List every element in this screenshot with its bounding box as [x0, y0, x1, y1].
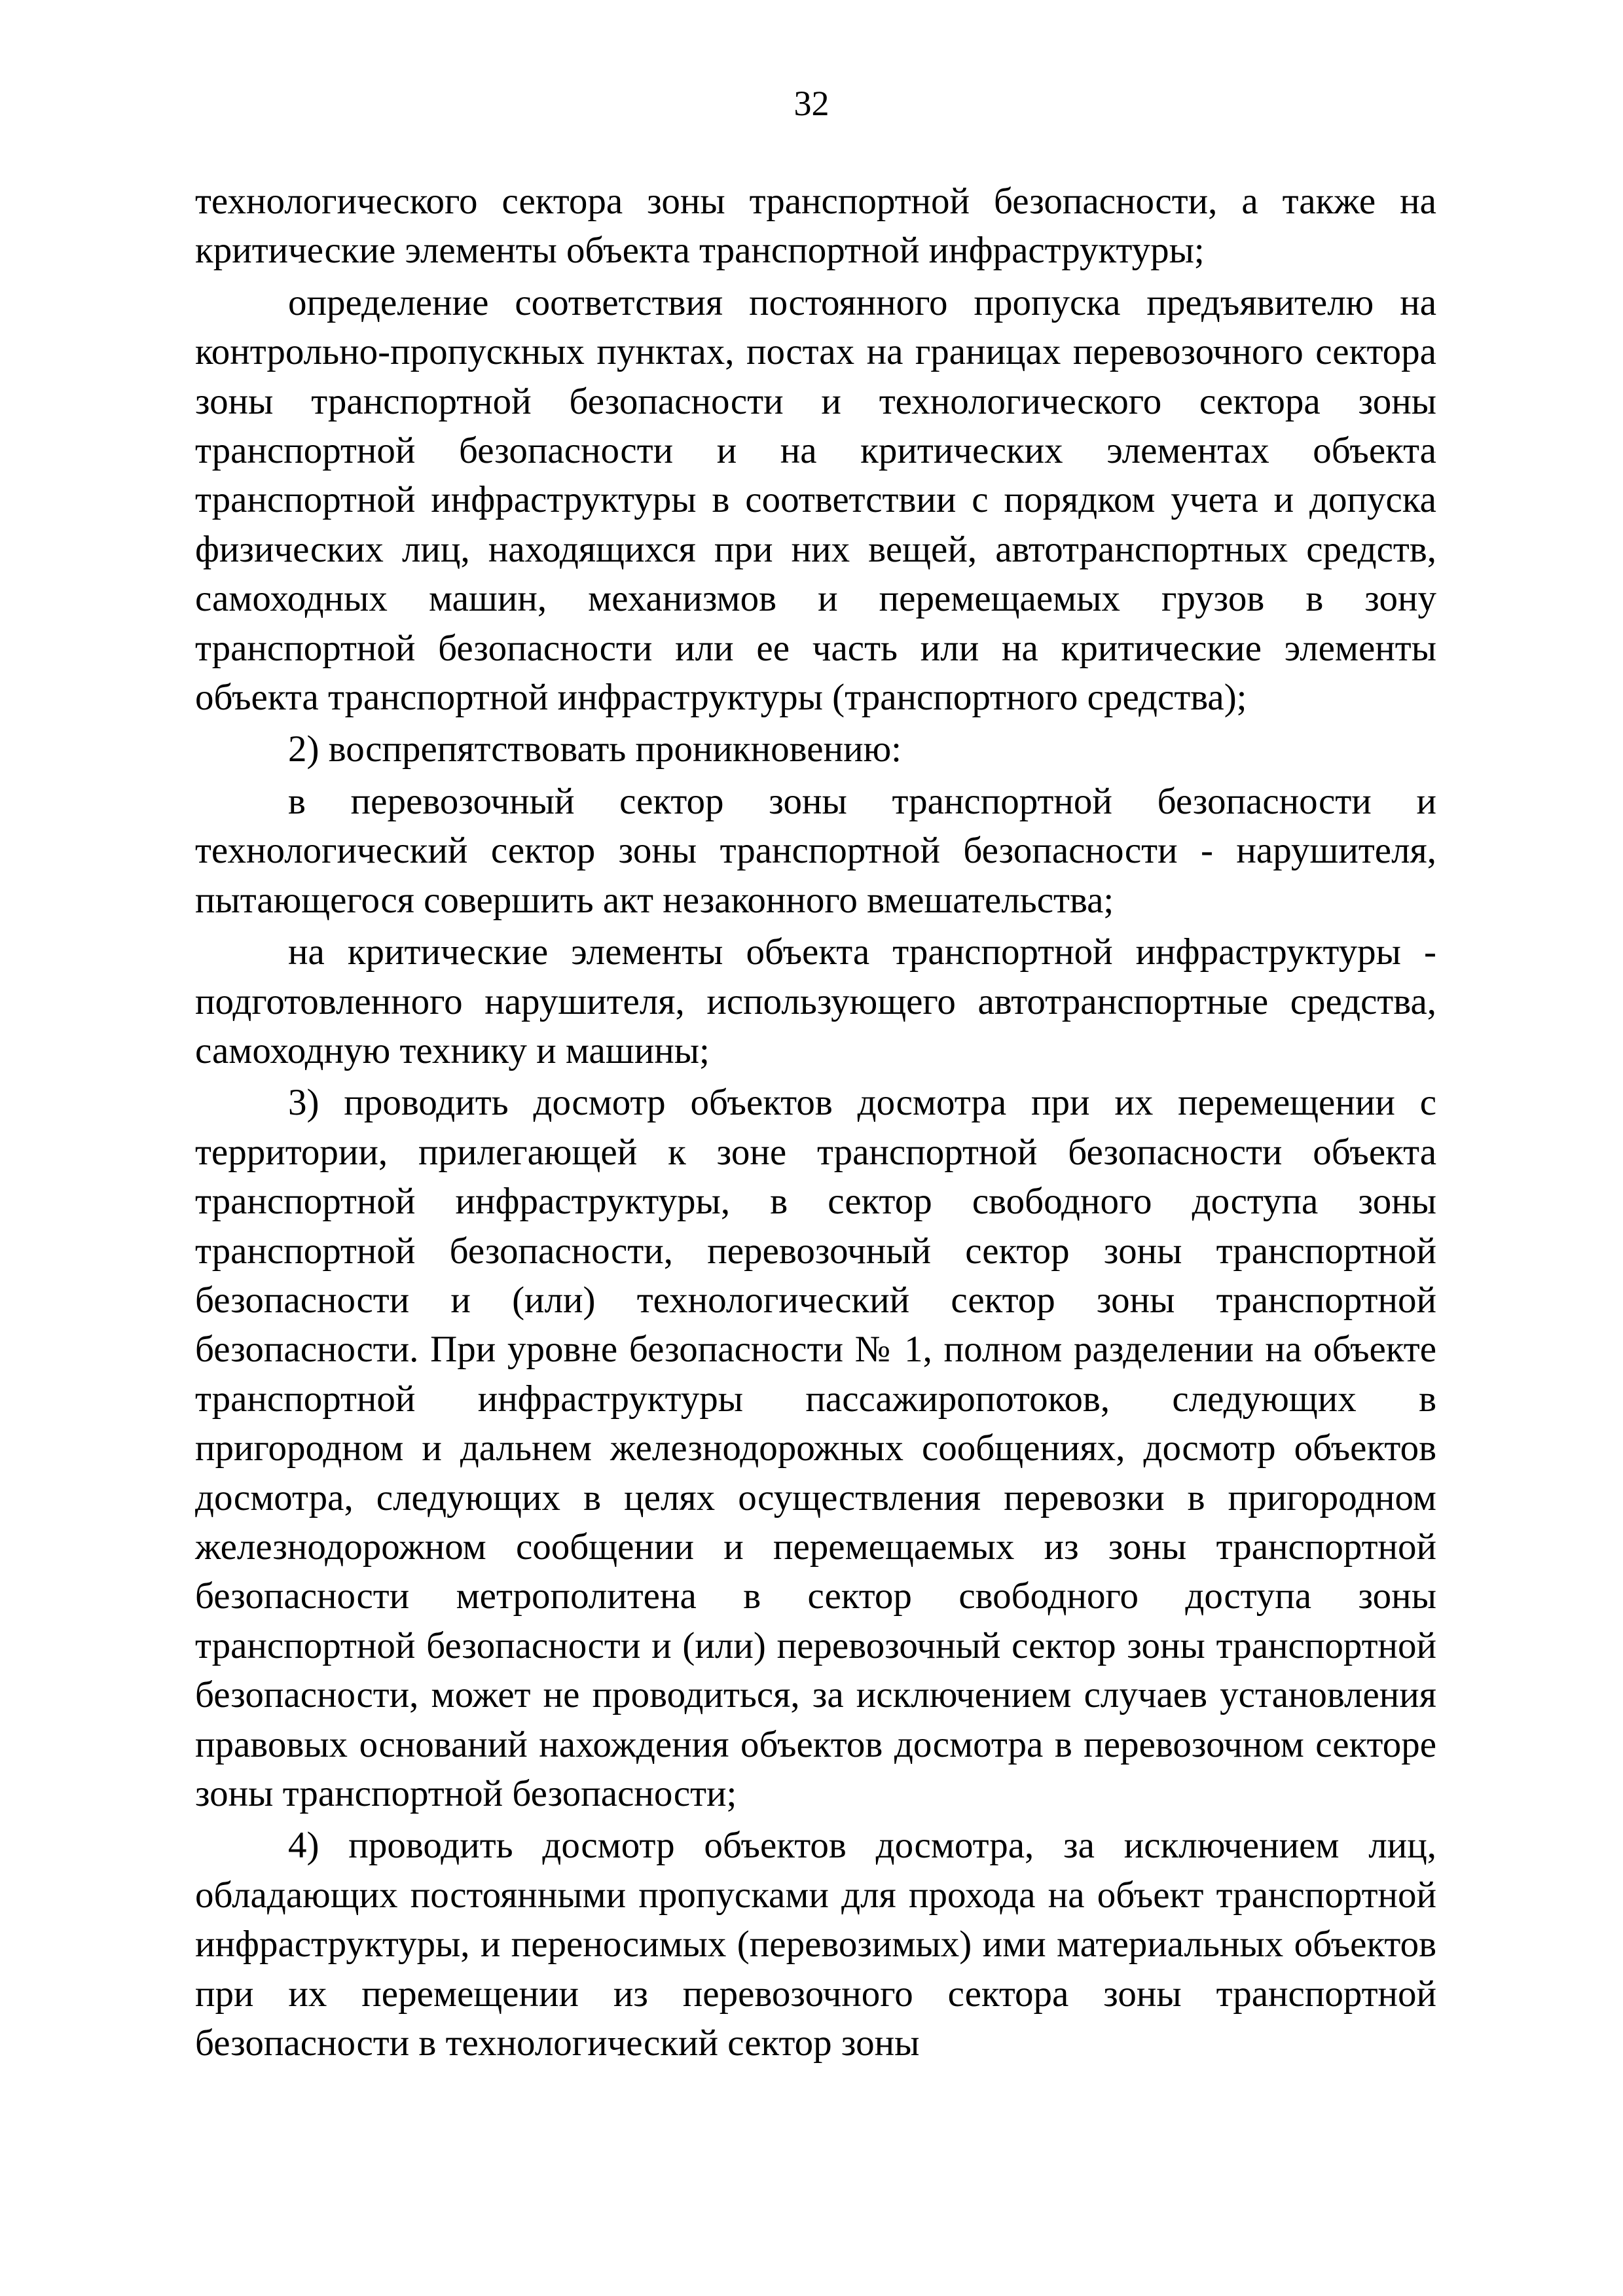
paragraph-item-3: 3) проводить досмотр объектов досмотра при их перемещении с территории, прилегающей к зоне транспортной безопасности объекта транспортной инфраструктуры, в сектор свободного доступа зоны транспортной безопасности, перевозочный сектор зоны транспортной безопасности и (или) технологический сектор зоны транспортной безопасности. При уровне безопасности № 1, полном разделении на объекте транспортной инфраструктуры пассажиропотоков, следующих в пригородном и дальнем железнодорожных сообщениях, досмотр объектов досмотра, следующих в целях осуществления перевозки в пригородном железнодорожном сообщении и перемещаемых из зоны транспортной безопасности метрополитена в сектор свободного доступа зоны транспортной безопасности и (или) перевозочный сектор зоны транспортной безопасности, может не проводиться, за исключением случаев установления правовых оснований нахождения объектов досмотра в перевозочном секторе зоны транспортной безопасности;: [195, 1082, 1436, 1814]
page-number: 32: [793, 84, 830, 123]
paragraph-pass-verification: определение соответствия постоянного пропуска предъявителю на контрольно-пропускных пунктах, постах на границах перевозочного сектора зоны транспортной безопасности и технологического сектора зоны транспортной безопасности и на критических элементах объекта транспортной инфраструктуры в соответствии с порядком учета и допуска физических лиц, находящихся при них вещей, автотранспортных средств, самоходных машин, механизмов и перемещаемых грузов в зону транспортной безопасности или ее часть или на критические элементы объекта транспортной инфраструктуры (транспортного средства);: [195, 281, 1436, 719]
paragraph-continuation: технологического сектора зоны транспортной безопасности, а также на критические элементы объекта транспортной инфраструктуры;: [195, 181, 1436, 272]
paragraph-item-2-critical-elements: на критические элементы объекта транспортной инфраструктуры - подготовленного нарушителя, использующего автотранспортные средства, самоходную технику и машины;: [195, 931, 1436, 1071]
paragraph-item-2-sectors: в перевозочный сектор зоны транспортной безопасности и технологический сектор зоны транспортной безопасности - нарушителя, пытающегося совершить акт незаконного вмешательства;: [195, 780, 1436, 921]
paragraph-item-2: 2) воспрепятствовать проникновению:: [288, 728, 902, 770]
document-body: [195, 177, 1436, 2068]
paragraph-item-4: 4) проводить досмотр объектов досмотра, за исключением лиц, обладающих постоянными пропусками для прохода на объект транспортной инфраструктуры, и переносимых (перевозимых) ими материальных объектов при их перемещении из перевозочного сектора зоны транспортной безопасности в технологический сектор зоны: [195, 1825, 1436, 2064]
